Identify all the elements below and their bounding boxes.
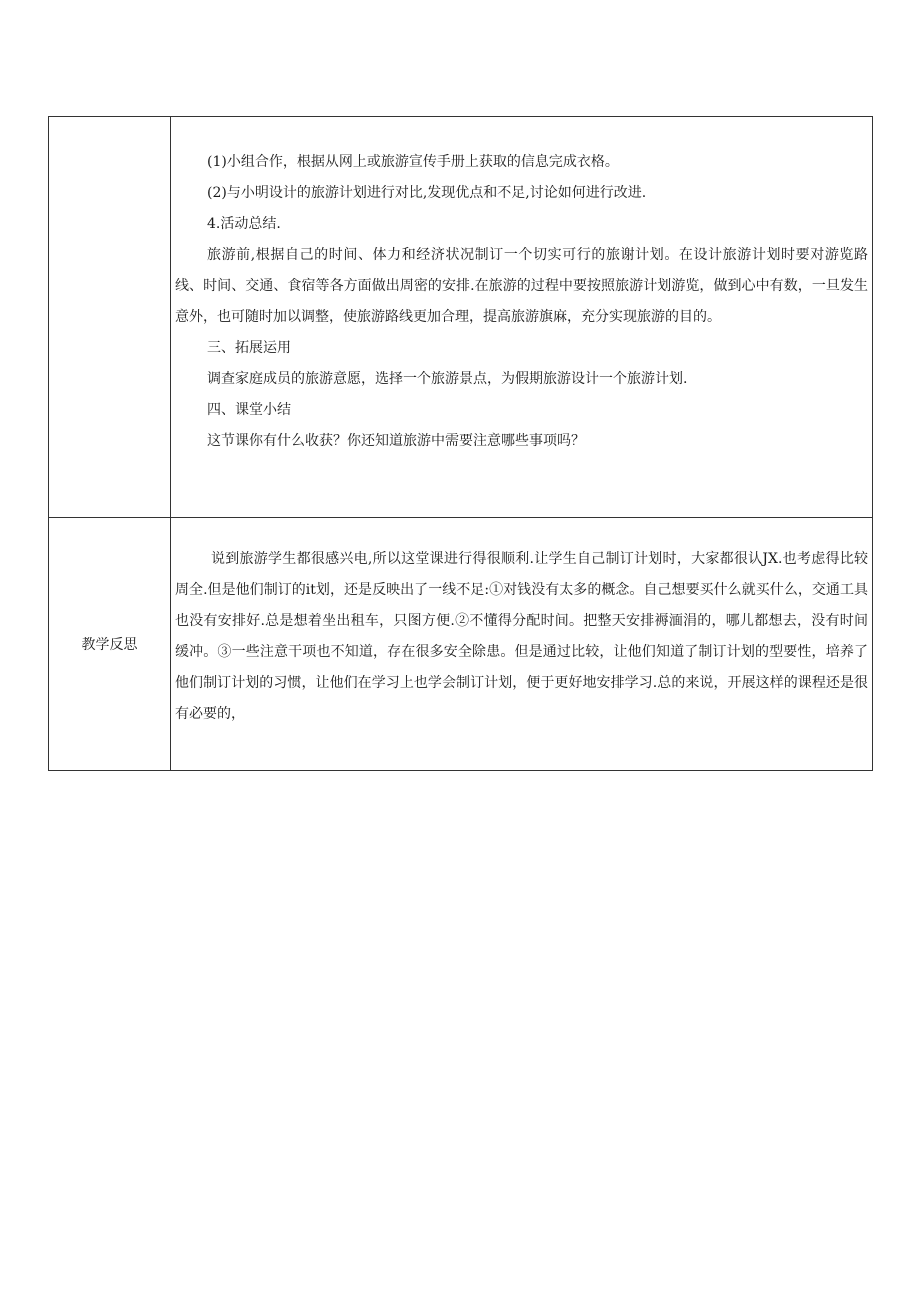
activity-row — [49, 117, 873, 518]
compare-plan-paragraph: (2)与小明设计的旅游计划进行对比,发现优点和不足,讨论如何进行改进. — [207, 185, 647, 201]
reflection-content — [171, 518, 872, 730]
activity-summary-paragraph: 旅游前,根据自己的时间、体力和经济状况制订一个切实可行的旅谢计划。在设计旅游计划时要对游览路线、时间、交通、食宿等各方面做出周密的安排.在旅游的过程中要按照旅游计划游览，做到心中有数，一旦发生意外，也可随时加以调整，使旅游路线更加合理，提高旅游旗麻，充分实现旅游的目的。 — [175, 247, 868, 325]
class-summary-paragraph: 这节课你有什么收获？你还知道旅游中需要注意哪些事项吗？ — [207, 433, 585, 449]
lesson-plan-table — [48, 116, 873, 771]
reflection-paragraph: 说到旅游学生都很感兴电,所以这堂课进行得很顺利.让学生自己制订计划时，大家都很认JX.也考虑得比较周全.但是他们制订的it划，还是反映出了一线不足:①对钱没有太多的概念。自己想要买什么就买什么，交通工具也没有安排好.总是想着坐出租车，只图方便.②不懂得分配时间。把整天安排褥湎涓的，哪儿都想去，没有时间缓冲。③一些注意干项也不知道，存在很多安全除患。但是通过比较，让他们知道了制订计划的型要性，培养了他们制订计划的习惯，让他们在学习上也学会制订计划，便于更好地安排学习.总的来说，开展这样的课程还是很有必要的， — [175, 551, 868, 722]
reflection-label: 教学反思 — [49, 518, 171, 771]
reflection-content-cell — [171, 518, 873, 771]
activity-content-cell — [171, 117, 873, 518]
activity-summary-heading: 4.活动总结. — [207, 216, 281, 232]
class-summary-heading: 四、课堂小结 — [207, 402, 291, 418]
activity-label-cell — [49, 117, 171, 518]
activity-content — [171, 117, 872, 457]
group-task-paragraph: (1)小组合作，根据从网上或旅游宣传手册上获取的信息完成衣格。 — [207, 154, 619, 170]
reflection-row — [49, 518, 873, 771]
extension-paragraph: 调查家庭成员的旅游意愿，选择一个旅游景点，为假期旅游设计一个旅游计划. — [207, 371, 688, 387]
extension-heading: 三、拓展运用 — [207, 340, 291, 356]
